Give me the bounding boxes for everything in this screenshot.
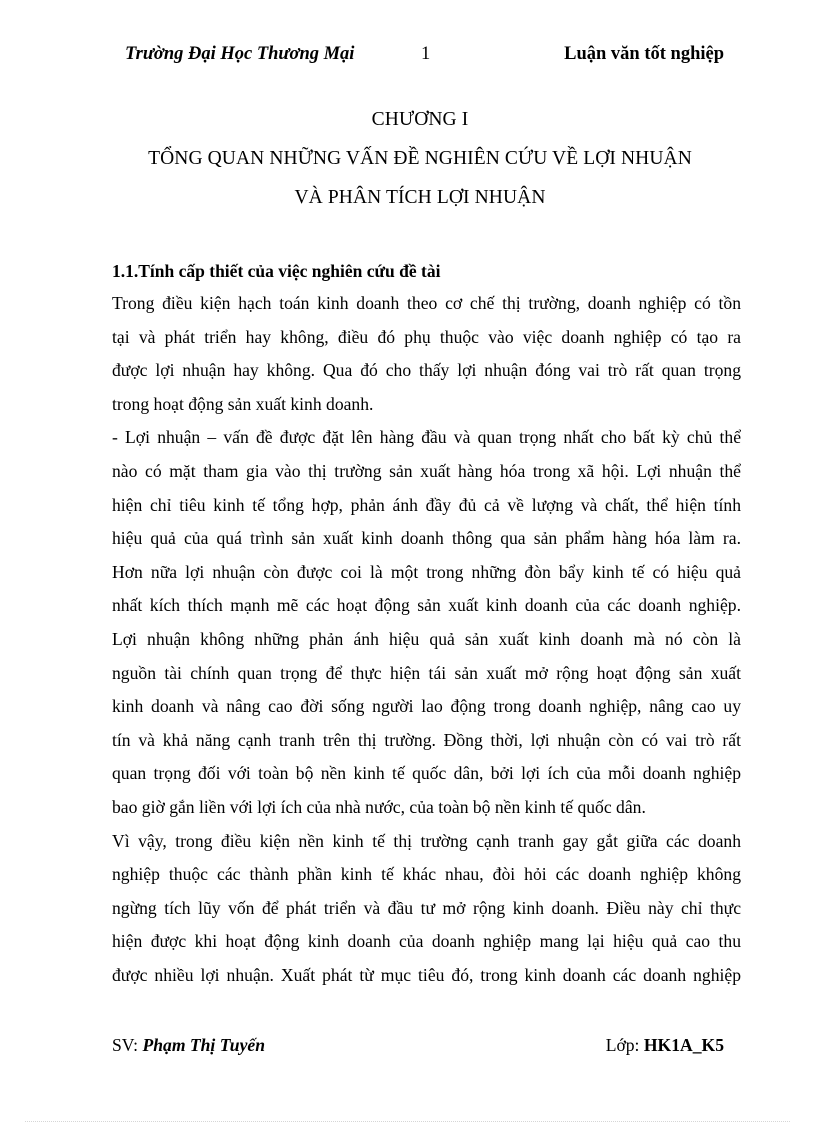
header-document-type: Luận văn tốt nghiệp bbox=[564, 44, 724, 64]
body-line: Vì vậy, trong điều kiện nền kinh tế thị trường cạnh tranh gay gắt giữa các doanh bbox=[112, 830, 741, 851]
body-line: được nhiều lợi nhuận. Xuất phát từ mục tiêu đó, trong kinh doanh các doanh nghiệp bbox=[112, 964, 741, 985]
body-line: - Lợi nhuận – vấn đề được đặt lên hàng đầu và quan trọng nhất cho bất kỳ chủ thể bbox=[112, 427, 741, 448]
body-line: được lợi nhuận hay không. Qua đó cho thấy lợi nhuận đóng vai trò rất quan trọng bbox=[112, 360, 741, 381]
body-line: hiện được khi hoạt động kinh doanh của doanh nghiệp mang lại hiệu quả cao thu bbox=[112, 931, 741, 952]
footer-student bbox=[112, 1031, 265, 1059]
header-page-number: 1 bbox=[421, 44, 431, 64]
body-line: tại và phát triển hay không, điều đó phụ thuộc vào việc doanh nghiệp có tạo ra bbox=[112, 326, 741, 347]
body-line: bao giờ gắn liền với lợi ích của nhà nước, của toàn bộ nền kinh tế quốc dân. bbox=[112, 796, 646, 817]
body-line: kinh doanh và nâng cao đời sống người lao động trong doanh nghiệp, nâng cao uy bbox=[112, 696, 741, 717]
chapter-title-line-1: TỔNG QUAN NHỮNG VẤN ĐỀ NGHIÊN CỨU VỀ LỢI NHUẬN bbox=[148, 148, 692, 169]
body-text bbox=[112, 289, 741, 994]
footer-class-value: HK1A_K5 bbox=[643, 1035, 724, 1055]
body-line: Trong điều kiện hạch toán kinh doanh theo cơ chế thị trường, doanh nghiệp có tồn bbox=[112, 293, 741, 313]
header-school-name: Trường Đại Học Thương Mại bbox=[125, 44, 355, 64]
body-line: tín và khả năng cạnh tranh trên thị trường. Đồng thời, lợi nhuận còn có vai trò rất bbox=[112, 729, 741, 750]
body-line: nguồn tài chính quan trọng để thực hiện tái sản xuất mở rộng hoạt động sản xuất bbox=[112, 662, 741, 683]
body-line: nhất kích thích mạnh mẽ các hoạt động sản xuất kinh doanh của các doanh nghiệp. bbox=[112, 595, 741, 616]
body-line: trong hoạt động sản xuất kinh doanh. bbox=[112, 393, 374, 414]
body-line: Lợi nhuận không những phản ánh hiệu quả sản xuất kinh doanh mà nó còn là bbox=[112, 628, 741, 649]
body-line: ngừng tích lũy vốn để phát triển và đầu tư mở rộng kinh doanh. Điều này chỉ thực bbox=[112, 897, 741, 918]
chapter-label: CHƯƠNG I bbox=[371, 109, 469, 130]
body-line: hiệu quả của quá trình sản xuất kinh doanh thông qua sản phẩm hàng hóa làm ra. bbox=[112, 528, 741, 549]
page-footer bbox=[0, 1031, 816, 1059]
footer-class-label: Lớp: bbox=[605, 1035, 644, 1055]
body-line: hiện chỉ tiêu kinh tế tổng hợp, phản ánh đầy đủ cả về lượng và chất, thể hiện tính bbox=[112, 494, 741, 515]
chapter-title-line-2: VÀ PHÂN TÍCH LỢI NHUẬN bbox=[294, 187, 546, 208]
section-heading: 1.1.Tính cấp thiết của việc nghiên cứu đề tài bbox=[112, 261, 441, 281]
footer-student-label: SV: bbox=[112, 1035, 143, 1055]
page-boundary-divider bbox=[25, 1121, 790, 1122]
body-line: nào có mặt tham gia vào thị trường sản xuất hàng hóa trong xã hội. Lợi nhuận thể bbox=[112, 460, 741, 481]
body-line: Hơn nữa lợi nhuận còn được coi là một trong những đòn bẩy kinh tế có hiệu quả bbox=[112, 561, 741, 582]
page-header bbox=[0, 40, 816, 68]
footer-student-name: Phạm Thị Tuyến bbox=[142, 1035, 265, 1055]
footer-class bbox=[606, 1031, 724, 1059]
body-line: nghiệp thuộc các thành phần kinh tế khác nhau, đòi hỏi các doanh nghiệp không bbox=[112, 864, 741, 885]
body-line: quan trọng đối với toàn bộ nền kinh tế quốc dân, bởi lợi ích của mỗi doanh nghiệp bbox=[112, 763, 741, 784]
